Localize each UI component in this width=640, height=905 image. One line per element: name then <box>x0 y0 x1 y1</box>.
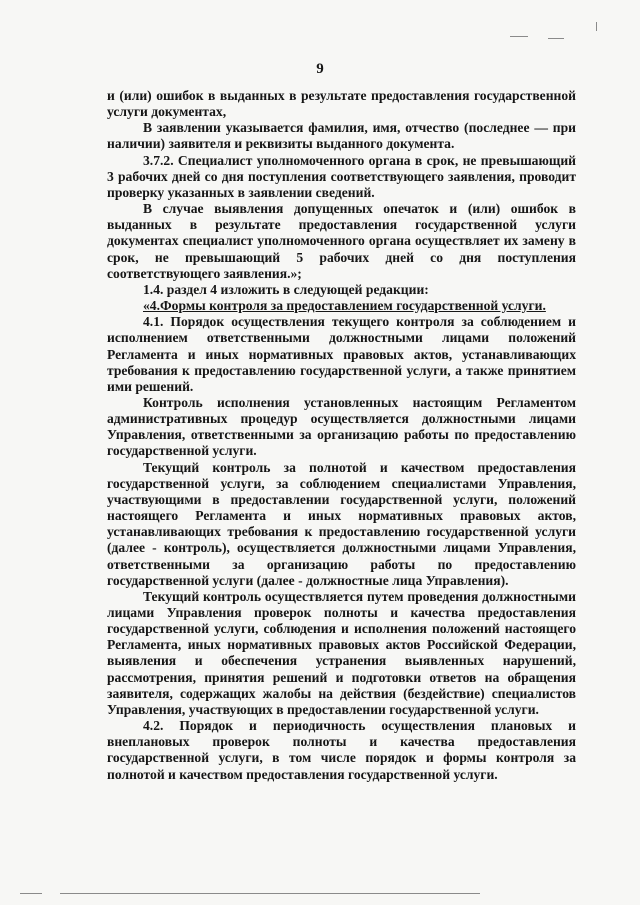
paragraph: 4.2. Порядок и периодичность осуществления плановых и внеплановых проверок полноты и качества предоставления государственной услуги, в том числе порядок и формы контроля за полнотой и качеством предоставления государственной услуги. <box>107 718 576 782</box>
scan-artifact-top-right-1 <box>510 36 528 37</box>
paragraph: 4.1. Порядок осуществления текущего контроля за соблюдением и исполнением ответственными должностными лицами положений Регламента и иных нормативных правовых актов, устанавливающих требования к предоставлению государственной услуги, а также принятием ими решений. <box>107 314 576 394</box>
scan-artifact-bottom-2 <box>60 893 480 894</box>
paragraph: В случае выявления допущенных опечаток и (или) ошибок в выданных в результате предоставления государственной услуги документах специалист уполномоченного органа осуществляет их замену в срок, не превышающий 5 рабочих дней со дня поступления соответствующего заявления.»; <box>107 201 576 281</box>
paragraph: 1.4. раздел 4 изложить в следующей редакции: <box>143 281 429 297</box>
paragraph: и (или) ошибок в выданных в результате предоставления государственной услуги документах, <box>107 88 576 120</box>
paragraph: 3.7.2. Специалист уполномоченного органа в срок, не превышающий 3 рабочих дней со дня поступления соответствующего заявления, проводит проверку указанных в заявлении сведений. <box>107 152 576 200</box>
paragraph: В заявлении указывается фамилия, имя, отчество (последнее — при наличии) заявителя и реквизиты выданного документа. <box>107 120 576 152</box>
section-heading: «4.Формы контроля за предоставлением государственной услуги. <box>143 298 546 314</box>
page-number: 9 <box>316 61 324 77</box>
paragraph: Текущий контроль осуществляется путем проведения должностными лицами Управления проверок полноты и качества предоставления государственной услуги, соблюдения и исполнения положений настоящего Регламента, иных нормативных правовых актов Российской Федерации, выявления и обеспечения устранения выявленных нарушений, рассмотрения, принятия решений и подготовки ответов на обращения заявителя, содержащих жалобы на действия (бездействие) специалистов Управления, участвующих в предоставлении государственной услуги. <box>107 588 576 717</box>
scan-artifact-top-right-2 <box>548 38 564 39</box>
document-body <box>107 88 576 783</box>
paragraph: Контроль исполнения установленных настоящим Регламентом административных процедур осуществляется должностными лицами Управления, ответственными за организацию работы по предоставлению государственной услуги. <box>107 394 576 459</box>
scan-artifact-top-right-3 <box>596 22 597 31</box>
scan-artifact-bottom-1 <box>20 893 42 894</box>
paragraph: Текущий контроль за полнотой и качеством предоставления государственной услуги, за соблюдением специалистами Управления, участвующими в предоставлении государственной услуги, положений настоящего Регламента и иных нормативных правовых актов, устанавливающих требования к предоставлению государственной услуги (далее - контроль), осуществляется должностными лицами Управления, ответственными за организацию работы по предоставлению государственной услуги (далее - должностные лица Управления). <box>107 459 576 588</box>
